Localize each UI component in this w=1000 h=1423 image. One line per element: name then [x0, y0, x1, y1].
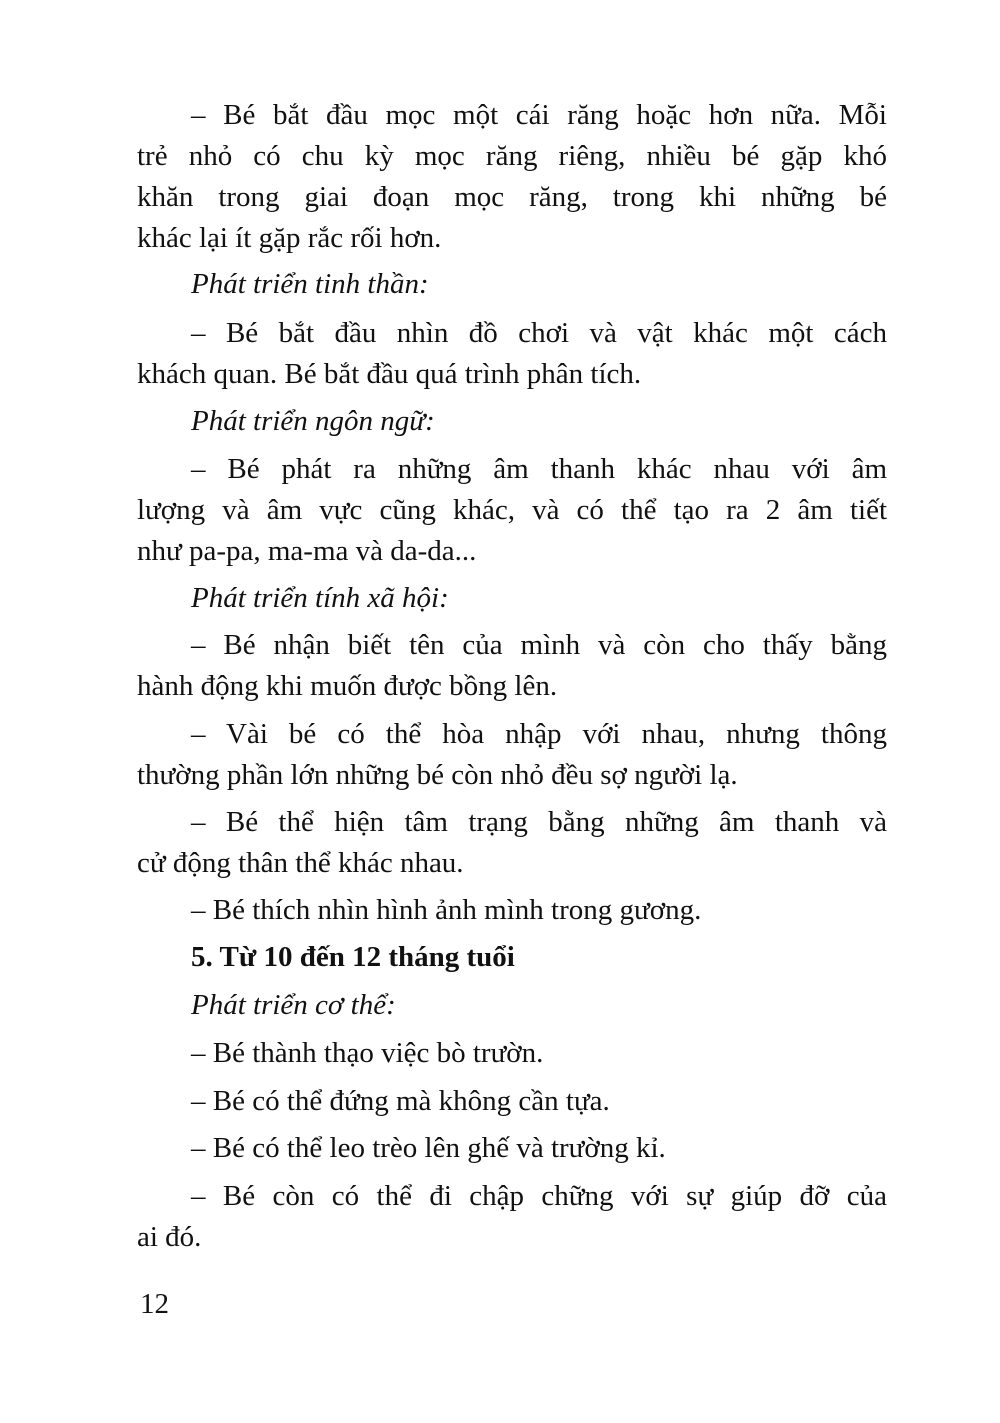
- paragraph: [137, 1081, 887, 1122]
- subheading: [137, 264, 887, 305]
- text-line: – Bé còn có thể đi chập chững với sự giúp đỡ của: [191, 1180, 887, 1212]
- text-line: như pa-pa, ma-ma và da-da...: [137, 535, 477, 567]
- text-line: ai đó.: [137, 1221, 202, 1253]
- text-line: – Bé thể hiện tâm trạng bằng những âm thanh và: [191, 806, 887, 838]
- paragraph: [137, 1033, 887, 1074]
- text-line: cử động thân thể khác nhau.: [137, 847, 464, 879]
- subheading: [137, 401, 887, 442]
- subheading: [137, 985, 887, 1026]
- text-line: – Bé bắt đầu mọc một cái răng hoặc hơn nữa. Mỗi: [191, 99, 887, 131]
- text-line: trẻ nhỏ có chu kỳ mọc răng riêng, nhiều bé gặp khó: [137, 140, 887, 172]
- text-line: lượng và âm vực cũng khác, và có thể tạo ra 2 âm tiết: [137, 494, 887, 526]
- section-heading: [137, 937, 887, 978]
- paragraph: [137, 1176, 887, 1258]
- text-line: khăn trong giai đoạn mọc răng, trong khi những bé: [137, 181, 887, 213]
- paragraph: [137, 802, 887, 884]
- paragraph: [137, 95, 887, 259]
- text-line: – Bé có thể đứng mà không cần tựa.: [191, 1085, 610, 1117]
- text-line: Phát triển tinh thần:: [191, 268, 429, 300]
- page-number: 12: [140, 1288, 169, 1320]
- text-line: 5. Từ 10 đến 12 tháng tuổi: [191, 941, 515, 973]
- paragraph: [137, 449, 887, 572]
- text-line: Phát triển tính xã hội:: [191, 582, 449, 614]
- paragraph: [137, 313, 887, 395]
- paragraph: [137, 625, 887, 707]
- text-line: Phát triển ngôn ngữ:: [191, 405, 435, 437]
- text-line: – Bé thích nhìn hình ảnh mình trong gương.: [191, 894, 702, 926]
- text-line: hành động khi muốn được bồng lên.: [137, 670, 558, 702]
- text-line: Phát triển cơ thể:: [191, 989, 396, 1021]
- paragraph: [137, 1128, 887, 1169]
- text-line: thường phần lớn những bé còn nhỏ đều sợ người lạ.: [137, 759, 738, 791]
- paragraph: [137, 890, 887, 931]
- subheading: [137, 578, 887, 619]
- text-line: – Bé bắt đầu nhìn đồ chơi và vật khác một cách: [191, 317, 887, 349]
- text-line: khác lại ít gặp rắc rối hơn.: [137, 222, 442, 254]
- text-line: – Bé nhận biết tên của mình và còn cho thấy bằng: [191, 629, 887, 661]
- paragraph: [137, 714, 887, 796]
- text-line: khách quan. Bé bắt đầu quá trình phân tích.: [137, 358, 642, 390]
- text-line: – Bé thành thạo việc bò trườn.: [191, 1037, 544, 1069]
- text-line: – Vài bé có thể hòa nhập với nhau, nhưng thông: [191, 718, 887, 750]
- text-line: – Bé phát ra những âm thanh khác nhau với âm: [191, 453, 887, 485]
- text-line: – Bé có thể leo trèo lên ghế và trường kỉ.: [191, 1132, 666, 1164]
